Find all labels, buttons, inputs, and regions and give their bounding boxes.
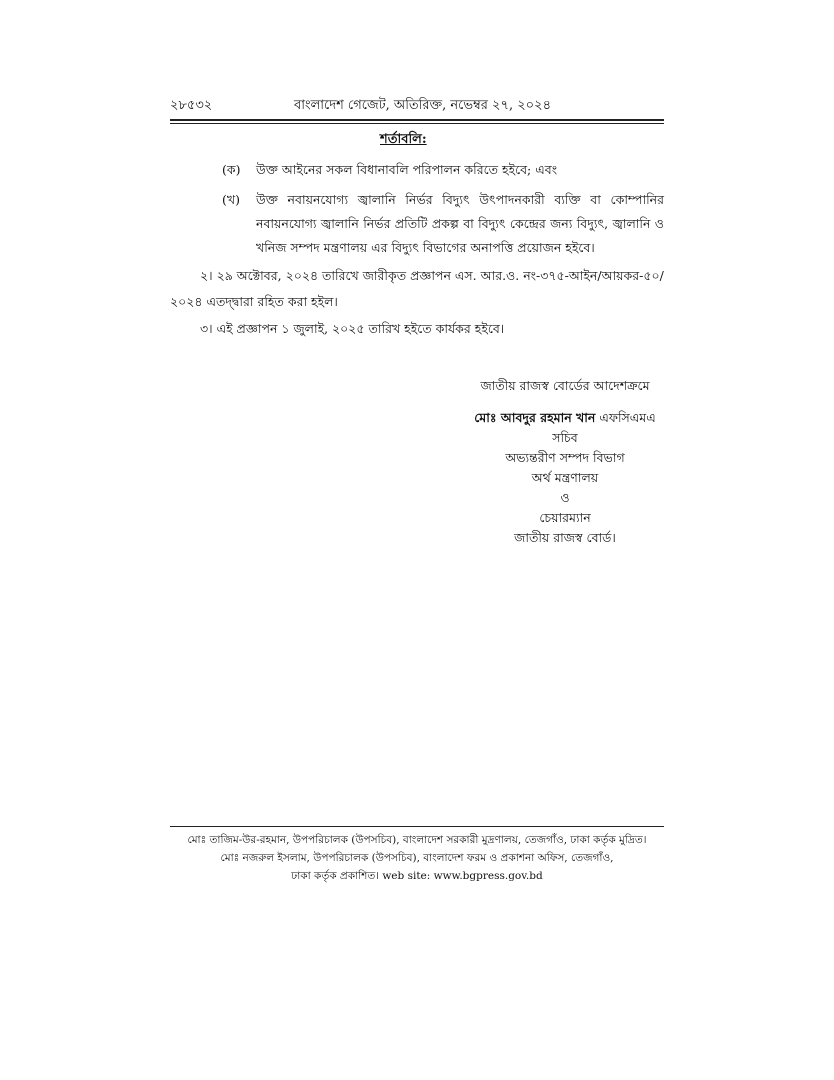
signatory-suffix: এফসিএমএ xyxy=(595,410,656,425)
page-header xyxy=(170,96,664,118)
signatory-conjunction: ও xyxy=(560,490,570,505)
paragraph-3-text: ৩। এই প্রজ্ঞাপন ১ জুলাই, ২০২৫ তারিখ হইতে কার্যকর হইবে। xyxy=(200,321,505,336)
signatory-title-3: অর্থ মন্ত্রণালয় xyxy=(531,470,599,485)
signatory-title-1: সচিব xyxy=(552,430,578,445)
footer-line-1: মোঃ তাজিম-উর-রহমান, উপপরিচালক (উপসচিব), বাংলাদেশ সরকারী মুদ্রণালয়, তেজগাঁও, ঢাকা কর্তৃক মুদ্রিত। xyxy=(187,834,647,846)
header-rule-thin xyxy=(170,123,664,124)
conditions-heading: শর্তাবলি: xyxy=(380,132,427,147)
condition-marker: (ক) xyxy=(222,162,241,177)
paragraph-2-line-1: ২। ২৯ অক্টোবর, ২০২৪ তারিখে জারীকৃত প্রজ্ঞাপন এস. আর.ও. নং-৩৭৫-আইন/আয়কর-৫০/ xyxy=(200,268,664,283)
signatory-title-4: চেয়ারম্যান xyxy=(539,510,591,525)
signatory-name-line xyxy=(440,408,690,428)
printer-footer xyxy=(170,826,664,885)
header-title: বাংলাদেশ গেজেট, অতিরিক্ত, নভেম্বর ২৭, ২০২৪ xyxy=(294,98,551,113)
paragraph-2-line-2: ২০২৪ এতদ্দ্বারা রহিত করা হইল। xyxy=(170,294,338,309)
header-rule-thick xyxy=(170,119,664,121)
condition-item xyxy=(222,158,664,182)
condition-text: উক্ত আইনের সকল বিধানাবলি পরিপালন করিতে হইবে; এবং xyxy=(256,162,558,177)
paragraph-3 xyxy=(170,316,664,342)
signature-block xyxy=(440,376,690,548)
footer-line-3: ঢাকা কর্তৃক প্রকাশিত। web site: www.bgpress.gov.bd xyxy=(291,870,543,882)
footer-line-2: মোঃ নজরুল ইসলাম, উপপরিচালক (উপসচিব), বাংলাদেশ ফরম ও প্রকাশনা অফিস, তেজগাঁও, xyxy=(220,852,614,864)
order-line: জাতীয় রাজস্ব বোর্ডের আদেশক্রমে xyxy=(480,378,650,393)
condition-item xyxy=(222,188,664,260)
signatory-title-2: অভ্যন্তরীণ সম্পদ বিভাগ xyxy=(505,450,625,465)
condition-marker: (খ) xyxy=(222,192,240,207)
condition-text: উক্ত নবায়নযোগ্য জ্বালানি নির্ভর বিদ্যুৎ উৎপাদনকারী ব্যক্তি বা কোম্পানির নবায়নযোগ্য জ্বালানি নির্ভর প্রতিটি প্রকল্প বা বিদ্যুৎ কেন্দ্রের জন্য বিদ্যুৎ, জ্বালানি ও খনিজ সম্পদ মন্ত্রণালয় এর বিদ্যুৎ বিভাগের অনাপত্তি প্রয়োজন হইবে। xyxy=(256,192,664,255)
paragraph-2 xyxy=(170,263,664,315)
signatory-title-5: জাতীয় রাজস্ব বোর্ড। xyxy=(514,530,616,545)
page-number: ২৮৫৩২ xyxy=(170,98,213,113)
signatory-name: মোঃ আবদুর রহমান খান xyxy=(474,410,596,425)
